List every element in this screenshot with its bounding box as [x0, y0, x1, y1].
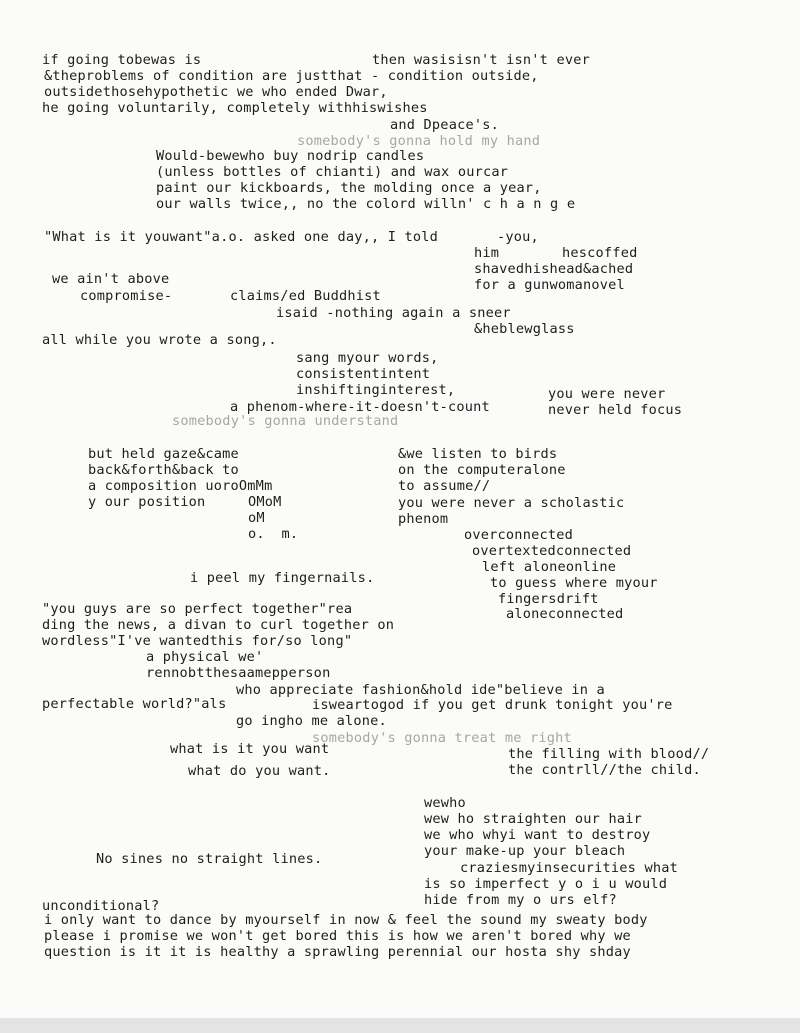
text-line: o. m.: [248, 526, 299, 542]
text-line: consistentintent: [296, 366, 431, 382]
text-line: go ingho me alone.: [236, 713, 387, 729]
text-line: your make-up your bleach: [424, 843, 626, 859]
text-line: phenom: [398, 511, 449, 527]
text-line: perfectable world?"als: [42, 696, 227, 712]
text-line: we ain't above: [52, 271, 170, 287]
text-line: claims/ed Buddhist: [230, 288, 381, 304]
text-line: shavedhishead&ached: [474, 261, 634, 277]
text-line: hescoffed: [562, 245, 638, 261]
text-line: on the computeralone: [398, 462, 566, 478]
text-line: wordless"I've wantedthis for/so long": [42, 633, 353, 649]
text-line: him: [474, 245, 500, 261]
text-line: &we listen to birds: [398, 446, 558, 462]
text-line: compromise-: [80, 288, 173, 304]
text-line: OMoM: [248, 494, 282, 510]
text-line: overtextedconnected: [472, 543, 632, 559]
text-line: "you guys are so perfect together"rea: [42, 601, 353, 617]
text-line: fingersdrift: [498, 591, 599, 607]
text-line: i peel my fingernails.: [190, 570, 375, 586]
text-line: &heblewglass: [474, 321, 575, 337]
text-line: overconnected: [464, 527, 573, 543]
text-line: Would-bewewho buy nodrip candles: [156, 148, 425, 164]
text-line: somebody's gonna hold my hand: [297, 133, 541, 149]
text-line: to guess where myour: [490, 575, 658, 591]
text-line: rennobtthesaamepperson: [146, 665, 331, 681]
text-line: he going voluntarily, completely withhiswishes: [42, 100, 428, 116]
text-line: what do you want.: [188, 763, 331, 779]
text-line: oM: [248, 510, 265, 526]
text-line: craziesmyinsecurities what: [460, 860, 678, 876]
text-line: "What is it youwant"a.o. asked one day,, I told: [44, 229, 439, 245]
text-line: unconditional?: [42, 898, 160, 914]
text-line: all while you wrote a song,.: [42, 332, 277, 348]
page-edge-background: [0, 1018, 800, 1033]
text-line: paint our kickboards, the molding once a year,: [156, 180, 542, 196]
text-line: our walls twice,, no the colord willn' c h a n g e: [156, 196, 576, 212]
text-line: &theproblems of condition are justthat - condition outside,: [44, 68, 539, 84]
text-line: but held gaze&came: [88, 446, 239, 462]
text-line: y our position: [88, 494, 206, 510]
text-line: aloneconnected: [506, 606, 624, 622]
text-line: i only want to dance by myourself in now & feel the sound my sweaty body: [44, 912, 648, 928]
text-line: the contrll//the child.: [508, 762, 701, 778]
text-line: wewho: [424, 795, 466, 811]
text-line: -you,: [497, 229, 539, 245]
text-line: to assume//: [398, 478, 491, 494]
text-line: somebody's gonna understand: [172, 413, 399, 429]
text-line: you were never: [548, 386, 666, 402]
text-line: hide from my o urs elf?: [424, 892, 617, 908]
text-line: a physical we': [146, 649, 264, 665]
text-line: No sines no straight lines.: [96, 851, 323, 867]
text-line: who appreciate fashion&hold ide"believe in a: [236, 682, 605, 698]
text-line: isaid -nothing again a sneer: [276, 305, 511, 321]
text-line: never held focus: [548, 402, 683, 418]
text-line: ding the news, a divan to curl together on: [42, 617, 395, 633]
text-line: a composition uoroOmMm: [88, 478, 273, 494]
text-line: what is it you want: [170, 741, 330, 757]
text-line: (unless bottles of chianti) and wax ourcar: [156, 164, 509, 180]
text-line: isweartogod if you get drunk tonight you're: [312, 697, 673, 713]
text-line: question is it it is healthy a sprawling perennial our hosta shy shday: [44, 944, 631, 960]
text-line: a phenom-where-it-doesn't-count: [230, 399, 490, 415]
text-line: then wasisisn't isn't ever: [372, 52, 590, 68]
text-line: left aloneonline: [482, 559, 617, 575]
text-line: we who whyi want to destroy: [424, 827, 651, 843]
text-line: outsidethosehypothetic we who ended Dwar,: [44, 84, 388, 100]
text-line: sang myour words,: [296, 350, 439, 366]
text-line: inshiftinginterest,: [296, 382, 456, 398]
text-line: you were never a scholastic: [398, 495, 625, 511]
text-line: and Dpeace's.: [390, 117, 499, 133]
text-line: the filling with blood//: [508, 746, 710, 762]
text-line: is so imperfect y o i u would: [424, 876, 668, 892]
text-line: for a gunwomanovel: [474, 277, 625, 293]
text-line: if going tobewas is: [42, 52, 202, 68]
text-line: wew ho straighten our hair: [424, 811, 642, 827]
text-line: somebody's gonna treat me right: [312, 730, 572, 746]
text-line: please i promise we won't get bored this is how we aren't bored why we: [44, 928, 631, 944]
text-line: back&forth&back to: [88, 462, 239, 478]
